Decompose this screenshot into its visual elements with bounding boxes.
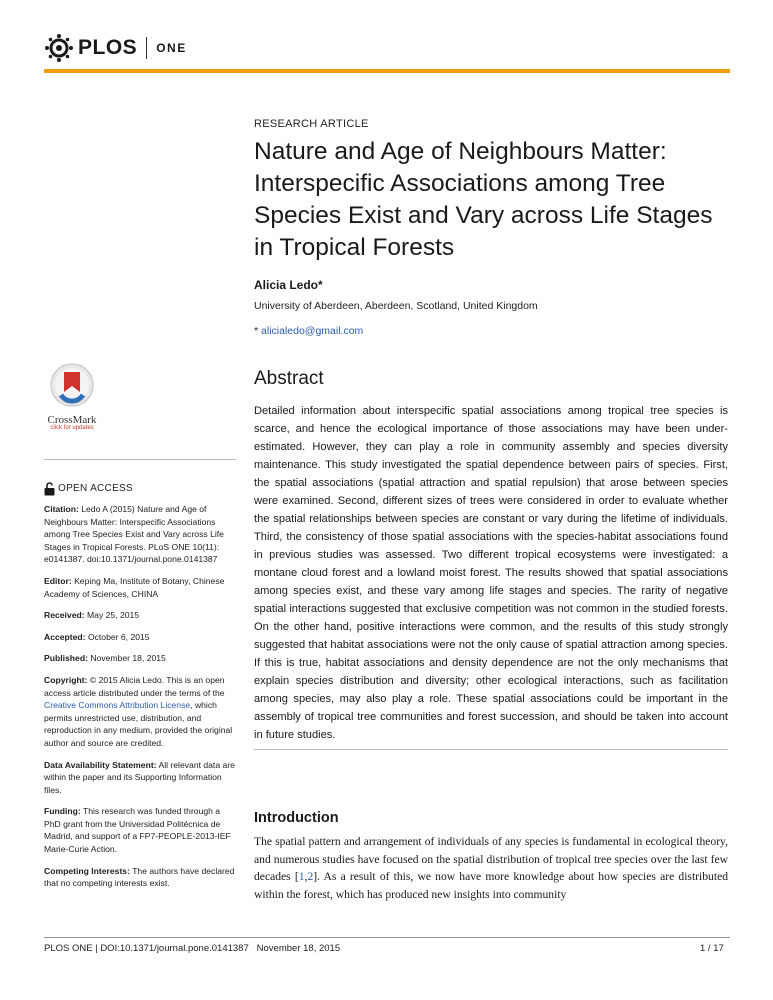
header-rule (44, 69, 730, 73)
open-access-badge (44, 482, 236, 496)
received-value: May 25, 2015 (87, 610, 140, 621)
footer-citation: PLOS ONE | DOI:10.1371/journal.pone.0141387 November 18, 2015 (44, 943, 341, 954)
author-affiliation: University of Aberdeen, Aberdeen, Scotland, United Kingdom (254, 300, 538, 312)
copyright-text: © 2015 Alicia Ledo. This is an open access article distributed under the terms of the (44, 674, 225, 698)
email-link[interactable]: alicialedo@gmail.com (261, 325, 364, 337)
plos-logo-icon (44, 33, 74, 63)
reference-link-1[interactable]: 1 (298, 870, 305, 883)
page-number: 1 / 17 (700, 943, 724, 954)
intro-text-end: ]. As a result of this, we now have more knowledge about how species are distributed within the forest, which has produced new insights into community (254, 870, 729, 901)
article-title: Nature and Age of Neighbours Matter: Interspecific Associations among Tree Species Exist and Vary across Life Stages in Tropical Forests (254, 138, 713, 261)
competing-interests-text: The authors have declared that no competing interests exist. (44, 865, 235, 889)
published-label: Published: (44, 653, 88, 664)
copyright-label: Copyright: (44, 674, 88, 685)
sidebar-rule (44, 459, 236, 460)
brand-name: PLOS (78, 36, 138, 59)
open-access-label: OPEN ACCESS (58, 482, 133, 494)
abstract-heading: Abstract (254, 368, 324, 389)
accepted-date (44, 631, 236, 644)
reference-link-2[interactable]: 2 (307, 870, 314, 883)
crossmark-badge[interactable] (44, 362, 100, 431)
journal-name: ONE (156, 41, 187, 55)
copyright (44, 674, 236, 750)
plos-logo[interactable] (44, 33, 204, 63)
article-type: RESEARCH ARTICLE (254, 118, 369, 130)
published-value: November 18, 2015 (90, 653, 166, 664)
competing-interests-label: Competing Interests: (44, 865, 130, 876)
abstract-text: Detailed information about interspecific spatial associations among tropical tree species is scarce, and hence the ecological importance of those associations may have been under-estimated. However, they can play a role in community assembly and species diversity maintenance. This study investigated the spatial dependence between pairs of species. First, the spatial associations (spatial attraction and spatial repulsion) that arose between species were examined. Second, different sizes of trees were considered in order to evaluate whether the spatial relationships between species are constant or vary during the lifetime of individuals. Third, the consistency of those spatial associations with the species-habitat associations found in previous studies was assessed. Two different tropical ecosystems were investigated: a montane cloud forest and a lowland moist forest. The results showed that spatial associations among species exist, and these vary among life stages and species. The rarity of negative spatial interactions suggested that exclusive competition was not common in the studied forests. On the other hand, positive interactions were common, and the results of this study strongly suggested that habitat associations were not the only cause of spatial attraction among species. If this is true, habitat associations and density dependence are not the only mechanisms that explain species distribution and diversity; other ecological interactions, such as facilitation among species, may also play a role. These spatial associations could be important in the assembly of tropical tree communities and forest succession, and should be taken into account in future studies. (254, 405, 728, 741)
received-label: Received: (44, 610, 85, 621)
copyright-text-end: , which permits unrestricted use, distribution, and reproduction in any medium, provided the original author and source are credited. (44, 700, 233, 748)
citation-label: Citation: (44, 504, 79, 514)
footer-rule (44, 937, 730, 938)
funding-text: This research was funded through a PhD grant from the Universidad Politécnica de Madrid, and support of a FP7-PEOPLE-2013-IEF Marie-Curie Action. (44, 806, 231, 855)
data-availability-text: All relevant data are within the paper and its Supporting Information files. (44, 759, 235, 795)
author-name[interactable]: Alicia Ledo* (254, 278, 323, 292)
funding-label: Funding: (44, 806, 81, 817)
data-availability-label: Data Availability Statement: (44, 759, 157, 770)
email-prefix: * (254, 325, 262, 337)
license-link[interactable]: Creative Commons Attribution License (44, 700, 191, 711)
data-availability (44, 759, 236, 797)
editor-text: Keping Ma, Institute of Botany, Chinese Academy of Sciences, CHINA (44, 575, 225, 599)
reference-separator: , (304, 870, 308, 883)
corresponding-email (254, 325, 363, 337)
competing-interests (44, 865, 236, 890)
citation (44, 503, 236, 566)
logo-divider (146, 37, 147, 59)
published-date (44, 652, 236, 665)
editor (44, 575, 236, 600)
funding (44, 805, 236, 855)
received-date (44, 609, 236, 622)
abstract-rule (254, 749, 728, 750)
crossmark-icon (49, 362, 95, 408)
introduction-text (254, 833, 728, 903)
accepted-value: October 6, 2015 (87, 631, 150, 642)
editor-label: Editor: (44, 575, 72, 586)
citation-text: Ledo A (2015) Nature and Age of Neighbours Matter: Interspecific Associations among Tree Species Exist and Vary across Life Stages in Tropical Forests. PLoS ONE 10(11): e0141387. doi:10.1371/journal.pone.0141387 (44, 504, 224, 565)
intro-text-start: The spatial pattern and arrangement of individuals of any species is fundamental in ecological theory, and numerous studies have focused on the spatial distribution of tropical tree species over the last few decades [ (254, 835, 728, 883)
accepted-label: Accepted: (44, 631, 86, 642)
introduction-heading: Introduction (254, 810, 339, 826)
crossmark-label: CrossMark (47, 414, 97, 426)
article-info-sidebar (44, 482, 236, 899)
open-lock-icon (44, 482, 55, 496)
crossmark-sublabel: click for updates (50, 425, 94, 431)
